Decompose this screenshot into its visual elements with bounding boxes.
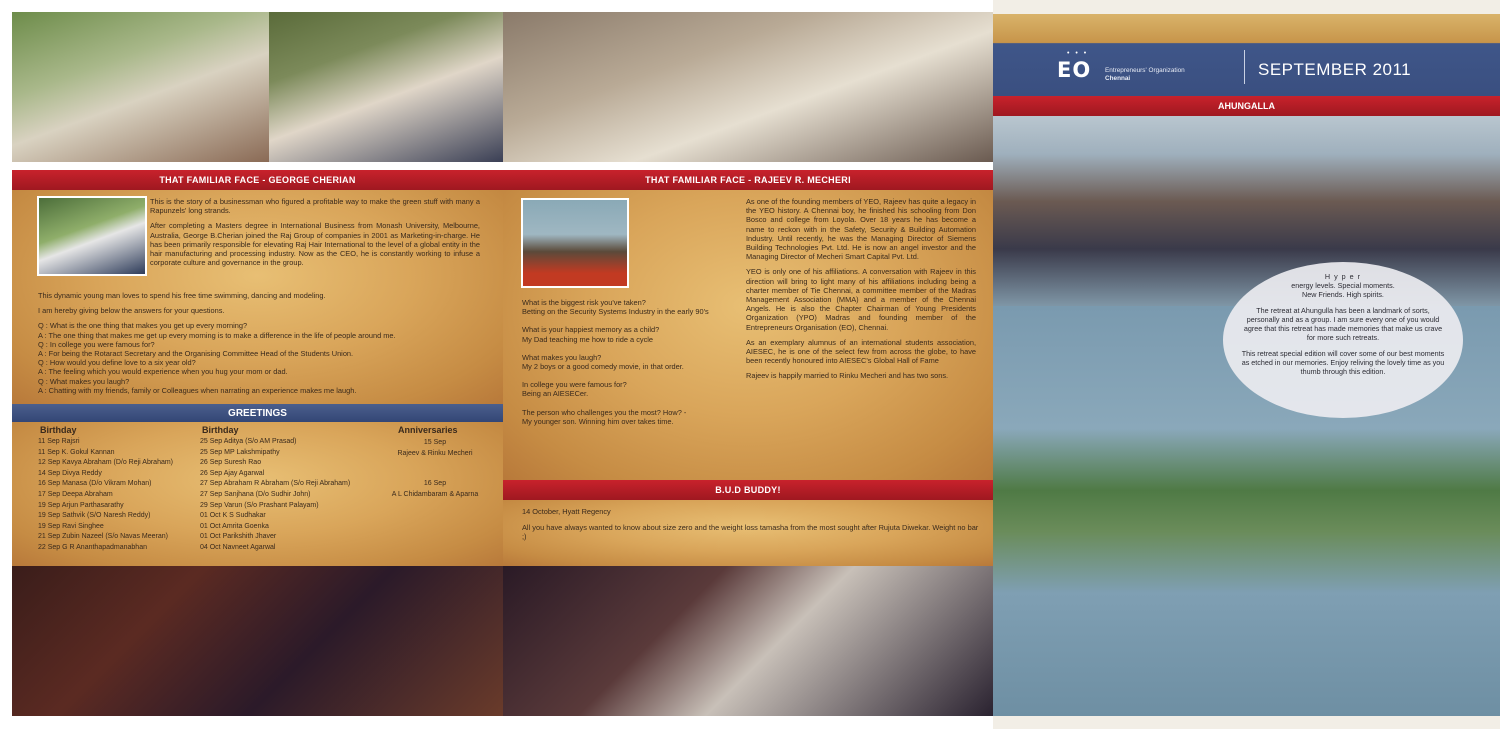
birthday-entry: 26 Sep Suresh Rao: [200, 459, 262, 467]
answers-intro: I am hereby giving below the answers for your questions.: [38, 306, 225, 316]
familiar-face-2-title-bar: [503, 170, 993, 190]
birthday-entry: 19 Sep Ravi Singhee: [38, 522, 104, 530]
qa-line: Q : In college you were famous for?: [38, 339, 155, 349]
birthday-entry: 25 Sep MP Lakshmipathy: [200, 448, 280, 456]
bio-paragraph: YEO is only one of his affiliations. A conversation with Rajeev in this direction will bring to light many of his affiliations including being a charter member of Tie Chennai, a committee member of the Madras Management Association (MMA) and a member of the Chennai Angels. He is also the Chapter Chairman of Young Presidents Organization (YPO) Madras and founding member of the Entrepreneurs Organisation (EO), Chennai.: [746, 267, 976, 332]
retreat-text-oval: [1223, 262, 1463, 418]
anniversary-names: Rajeev & Rinku Mecheri: [397, 449, 473, 457]
birthday-entry: 27 Sep Sanjhana (D/o Sudhir John): [200, 490, 311, 498]
section-title: AHUNGALLA: [1218, 101, 1275, 111]
birthday-heading: Birthday: [40, 425, 77, 435]
qa-line: In college you were famous for?: [522, 380, 627, 390]
qa-line: What makes you laugh?: [522, 352, 602, 362]
birthday-entry: 25 Sep Aditya (S/o AM Prasad): [200, 438, 297, 445]
bud-buddy-text: [522, 507, 982, 548]
middle-page: [503, 0, 993, 729]
birthday-list-2: [200, 437, 350, 554]
birthday-entry: 19 Sep Arjun Parthasarathy: [38, 501, 124, 509]
oval-paragraph: The retreat at Ahungulla has been a landmark of sorts, personally and as a group. I am sure every one of you would agree that this retreat has made memories that make us crave for more such retreats.: [1243, 306, 1443, 342]
oval-paragraph: This retreat special edition will cover some of our best moments as etched in our memories. Enjoy reliving the lovely time as you thumb through this edition.: [1241, 349, 1445, 376]
qa-line: A : The feeling which you would experience when you hug your mom or dad.: [38, 367, 288, 377]
qa-line: Betting on the Security Systems Industry in the early 90's: [522, 307, 709, 317]
group-photo: [269, 12, 503, 162]
birthday-entry: 11 Sep Rajsri: [38, 438, 80, 445]
george-body: [38, 291, 493, 395]
qa-line: A : The one thing that makes me get up every morning is to make a difference in the life of people around me.: [38, 330, 396, 340]
tagline-line: New Friends. High spirits.: [1302, 290, 1384, 299]
anniversary-date: 15 Sep: [423, 439, 447, 446]
left-page: [0, 0, 503, 729]
birthday-entry: 26 Sep Ajay Agarwal: [200, 469, 265, 477]
birthday-entry: 12 Sep Kavya Abraham (D/o Reji Abraham): [38, 459, 174, 467]
birthday-entry: 17 Sep Deepa Abraham: [38, 490, 113, 498]
qa-line: My 2 boys or a good comedy movie, in that order.: [522, 362, 684, 372]
cover-page: [993, 0, 1500, 729]
event-description: All you have always wanted to know about size zero and the weight loss tamasha from the most sought after Rujuta Diwekar. Weight no bar ;): [522, 523, 979, 542]
bio-paragraph: As an exemplary alumnus of an international students association, AIESEC, he is one of the select few from across the globe, to have been recently honoured into AIESEC's Global Hall of Fame: [746, 337, 976, 366]
birthday-heading-2: Birthday: [202, 425, 239, 435]
org-name: Entrepreneurs' Organization: [1105, 67, 1185, 74]
anniversary-date: 16 Sep: [423, 480, 447, 488]
qa-line: A : For being the Rotaract Secretary and the Organising Committee Head of the Students Union.: [38, 349, 354, 359]
george-intro: [150, 197, 480, 273]
birthday-list-1: [38, 437, 173, 554]
bud-buddy-title-bar: [503, 480, 993, 500]
familiar-face-title-bar: [12, 170, 503, 190]
familiar-face-title: THAT FAMILIAR FACE - GEORGE CHERIAN: [159, 175, 356, 185]
birthday-entry: 14 Sep Divya Reddy: [38, 469, 102, 477]
birthday-entry: 01 Oct Amrita Goenka: [200, 522, 269, 530]
eo-logo: EO: [1057, 58, 1092, 82]
issue-date: SEPTEMBER 2011: [1258, 60, 1412, 79]
birthday-entry: 19 Sep Sathvik (S/O Naresh Reddy): [38, 512, 151, 520]
greetings-title-bar: [12, 404, 503, 422]
birthday-entry: 29 Sep Varun (S/o Prashant Palayam): [200, 501, 319, 509]
tagline-line: energy levels. Special moments.: [1291, 281, 1395, 290]
qa-line: A : Chatting with my friends, family or Colleagues when narrating an experience makes me laugh.: [38, 385, 357, 395]
section-title-bar: [993, 96, 1500, 116]
masthead-divider: [1244, 50, 1245, 84]
qa-line: My Dad teaching me how to ride a cycle: [522, 334, 654, 344]
birthday-entry: 01 Oct Parikshith Jhaver: [200, 533, 277, 541]
qa-line: Q : How would you define love to a six year old?: [38, 358, 196, 368]
birthday-entry: 04 Oct Navneet Agarwal: [200, 543, 276, 551]
party-dance-photo: [12, 566, 503, 716]
qa-list: [38, 321, 493, 395]
event-date-venue: 14 October, Hyatt Regency: [522, 507, 611, 516]
card-game-photo: [503, 12, 993, 162]
greetings-title: GREETINGS: [228, 407, 287, 419]
logo-dots: • • •: [1067, 50, 1089, 57]
bio-paragraph: As one of the founding members of YEO, Rajeev has quite a legacy in the YEO history. A Chennai boy, he finished his schooling from Don Bosco and college from Loyola. Over 18 years he has become a name to reckon with in the Safety, Security & Building Automation Industry. Until recently, he was the Managing Director of Siemens Building Technologies Pvt. Ltd. He is now an angel investor and the Managing Director of Mecheri Smart Capital Pvt. Ltd.: [746, 197, 976, 262]
birthday-entry: 16 Sep Manasa (D/o Vikram Mohan): [38, 480, 152, 488]
anniversaries-list: [380, 438, 490, 500]
birthday-entry: 22 Sep G R Ananthapadmanabhan: [38, 543, 147, 551]
qa-line: The person who challenges you the most? How? -: [522, 407, 687, 417]
birthday-entry: 01 Oct K S Sudhakar: [200, 512, 266, 520]
birthday-entry: 11 Sep K. Gokul Kannan: [38, 448, 115, 456]
outdoor-lunch-photo: [12, 12, 269, 162]
rajeev-bio: [746, 197, 976, 387]
tagline-line: H y p e r: [1324, 272, 1362, 281]
rajeev-qa: [522, 298, 742, 426]
qa-line: What is your happiest memory as a child?: [522, 325, 660, 335]
rajeev-mecheri-portrait: [521, 198, 629, 288]
bud-buddy-title: B.U.D BUDDY!: [715, 485, 781, 495]
chapter-name: Chennai: [1105, 74, 1131, 82]
qa-line: What is the biggest risk you've taken?: [522, 298, 646, 307]
bio-paragraph: Rajeev is happily married to Rinku Mecheri and has two sons.: [746, 371, 949, 381]
anniversaries-heading: Anniversaries: [398, 425, 458, 435]
qa-line: Being an AIESECer.: [522, 389, 589, 399]
qa-line: Q : What makes you laugh?: [38, 376, 130, 386]
familiar-face-2-title: THAT FAMILIAR FACE - RAJEEV R. MECHERI: [645, 175, 851, 185]
organization-name: [1105, 67, 1185, 82]
qa-line: My younger son. Winning him over takes time.: [522, 416, 674, 426]
intro-paragraph: This is the story of a businessman who figured a profitable way to make the green stuff with many a Rapunzels' long strands.: [150, 197, 480, 216]
birthday-entry: 21 Sep Zubin Nazeel (S/o Navas Meeran): [38, 533, 168, 541]
qa-line: Q : What is the one thing that makes you get up every morning?: [38, 321, 248, 331]
birthday-entry: 27 Sep Abraham R Abraham (S/o Reji Abraham): [200, 480, 351, 488]
george-cherian-portrait: [37, 196, 147, 276]
hobbies-paragraph: This dynamic young man loves to spend his free time swimming, dancing and modeling.: [38, 291, 326, 300]
ladies-group-photo: [503, 566, 993, 716]
career-paragraph: After completing a Masters degree in International Business from Monash University, Melbourne, Australia, George B.Cherian joined the Raj Group of companies in 2001 as Marketing-in-charge. He has been primarily responsible for elevating Raj Hair International to the level of a global entity in the hair manufacturing and processing industry. Now as the CEO, he is constantly working to infuse a corporate culture and governance in the group.: [150, 221, 480, 268]
anniversary-names: A L Chidambaram & Aparna: [391, 490, 479, 498]
oval-tagline: [1241, 272, 1445, 299]
